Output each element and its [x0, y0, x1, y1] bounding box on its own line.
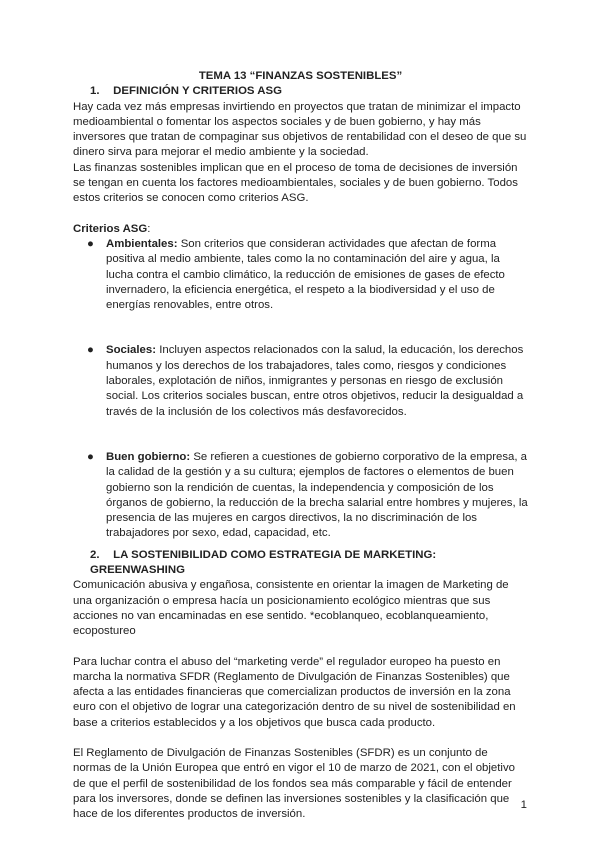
section-1-heading [73, 84, 528, 99]
section-1-paragraph-1: Hay cada vez más empresas invirtiendo en proyectos que tratan de minimizar el impacto medioambiental o fomentar los aspectos sociales y de buen gobierno, y hay más inversores que tratan de compaginar sus objetivos de rentabilidad con el deseo de que su dinero sirva para mejorar el medio ambiente y la sociedad. [73, 100, 527, 159]
criteria-item-text [106, 450, 528, 542]
criteria-item-buen-gobierno [73, 450, 528, 542]
criteria-term: Sociales: [106, 344, 157, 357]
section-1-paragraph-2: Las finanzas sostenibles implican que en el proceso de toma de decisiones de inversión se tengan en cuenta los factores medioambientales, sociales y de buen gobierno. Todos estos criterios se conocen como criterios ASG. [73, 161, 518, 205]
section-2-paragraph-3: El Reglamento de Divulgación de Finanzas Sostenibles (SFDR) es un conjunto de normas de la Unión Europea que entró en vigor el 10 de marzo de 2021, con el objetivo de que el perfil de sostenibilidad de los fondos sea más comparable y fácil de entender para los inversores, donde se definen las inversiones sostenibles y la clasificación que hace de los diferentes productos de inversión. [73, 746, 515, 821]
criteria-item-sociales [73, 343, 528, 419]
bullet-icon: ● [87, 344, 94, 357]
page-number: 1 [520, 799, 527, 811]
section-2-number: 2. [90, 548, 100, 561]
criteria-heading-text: Criterios ASG [73, 222, 148, 235]
criteria-item-text [106, 237, 528, 313]
criteria-description: Incluyen aspectos relacionados con la salud, la educación, los derechos humanos y los derechos de los trabajadores, tales como, riesgos y condiciones laborales, explotación de niños, inmigrantes y personas en riesgo de exclusión social. Los criterios sociales buscan, entre otros objetivos, reducir la desigualdad a través de la inclusión de los colectivos más desfavorecidos. [106, 344, 524, 418]
criteria-heading [73, 222, 528, 237]
section-1-number: 1. [90, 85, 100, 98]
section-2-heading-text: LA SOSTENIBILIDAD COMO ESTRATEGIA DE MARKETING: GREENWASHING [90, 548, 437, 577]
section-2-paragraph-2: Para luchar contra el abuso del “marketing verde” el regulador europeo ha puesto en marcha la normativa SFDR (Reglamento de Divulgación de Finanzas Sostenibles) que afecta a las entidades financieras que comercializan productos de inversión en la zona euro con el objetivo de lograr una categorización dentro de su nivel de sostenibilidad en base a criterios establecidos y a los objetivos que busca cada producto. [73, 655, 516, 729]
criteria-term: Ambientales: [106, 237, 178, 250]
criteria-term: Buen gobierno: [106, 450, 191, 463]
bullet-icon: ● [87, 237, 94, 250]
section-1-heading-text: DEFINICIÓN Y CRITERIOS ASG [113, 85, 282, 98]
criteria-description: Se refieren a cuestiones de gobierno corporativo de la empresa, a la calidad de la gestión y a su cultura; ejemplos de factores o elementos de buen gobierno son la rendición de cuentas, la independencia y composición de los órganos de gobierno, la reducción de la brecha salarial entre hombres y mujeres, la presencia de las mujeres en cargos directivos, la no discriminación de los trabajadores por sexo, edad, capacidad, etc. [106, 450, 528, 540]
section-2-heading [73, 548, 528, 579]
section-2-paragraph-1: Comunicación abusiva y engañosa, consistente en orientar la imagen de Marketing de una organización o empresa hacía un posicionamiento ecológico mientras que sus acciones no van encaminadas en ese sentido. *ecoblanqueo, ecoblanqueamiento, ecopostureo [73, 579, 509, 638]
document-title: TEMA 13 “FINANZAS SOSTENIBLES” [198, 70, 403, 82]
bullet-icon: ● [87, 450, 94, 463]
criteria-description: Son criterios que consideran actividades que afectan de forma positiva al medio ambiente, tales como la no contaminación del aire y agua, la lucha contra el cambio climático, la reducción de emisiones de gases de efecto invernadero, la eficiencia energética, el respeto a la biodiversidad y el uso de energías renovables, entre otros. [106, 237, 505, 312]
document-page [73, 69, 528, 822]
criteria-item-ambientales [73, 237, 528, 313]
criteria-heading-colon: : [147, 222, 151, 235]
criteria-item-text [106, 343, 528, 419]
